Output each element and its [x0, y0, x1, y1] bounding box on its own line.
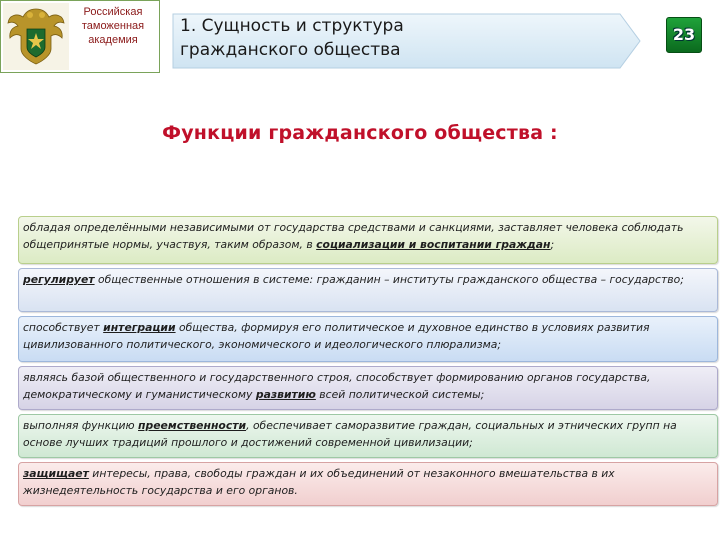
- function-keyword: развитию: [255, 388, 316, 401]
- coat-of-arms-icon: [3, 3, 69, 70]
- function-keyword: интеграции: [103, 321, 176, 334]
- slide-title-line-2: гражданского общества: [180, 40, 401, 60]
- function-text: выполняя функцию: [23, 419, 139, 432]
- function-text: общественные отношения в системе: гражданин – институты гражданского общества – государство;: [94, 273, 684, 286]
- function-text: всей политической системы;: [315, 388, 485, 401]
- function-text: общества, формируя его политическое и духовное единство в условиях развития цивилизованного политического, экономического и идеологического плюрализма;: [23, 321, 650, 351]
- function-text: , обеспечивает саморазвитие граждан, социальных и этнических групп на основе лучших традиций прошлого и достижений современной цивилизации;: [23, 419, 677, 449]
- slide-title-line-1: 1. Сущность и структура: [180, 16, 404, 36]
- section-heading: Функции гражданского общества :: [162, 122, 558, 144]
- slide-title: [180, 14, 600, 62]
- function-text: являясь базой общественного и государственного строя, способствует формированию органов государства, демократическому и гуманистическому: [23, 371, 651, 401]
- function-text: обладая определёнными независимыми от государства средствами и санкциями, заставляет человека соблюдать общепринятые нормы, участвуя, таким образом, в: [23, 221, 684, 251]
- function-keyword: регулирует: [23, 273, 95, 286]
- function-text: способствует: [23, 321, 104, 334]
- academy-logo-box: [0, 0, 160, 73]
- function-item-socialization: [18, 216, 718, 264]
- function-item-continuity: [18, 414, 718, 458]
- slide-number-badge: 23: [666, 17, 702, 53]
- function-item-protection: [18, 462, 718, 506]
- function-text: ;: [550, 238, 555, 251]
- function-keyword: социализации и воспитании граждан: [316, 238, 551, 251]
- function-keyword: преемственности: [138, 419, 247, 432]
- function-item-regulation: [18, 268, 718, 312]
- function-text: интересы, права, свободы граждан и их объединений от незаконного вмешательства в их жизнедеятельность государства и его органов.: [23, 467, 615, 497]
- function-item-development: [18, 366, 718, 410]
- academy-name: Российская таможенная академия: [81, 6, 145, 46]
- function-item-integration: [18, 316, 718, 362]
- function-keyword: защищает: [23, 467, 89, 480]
